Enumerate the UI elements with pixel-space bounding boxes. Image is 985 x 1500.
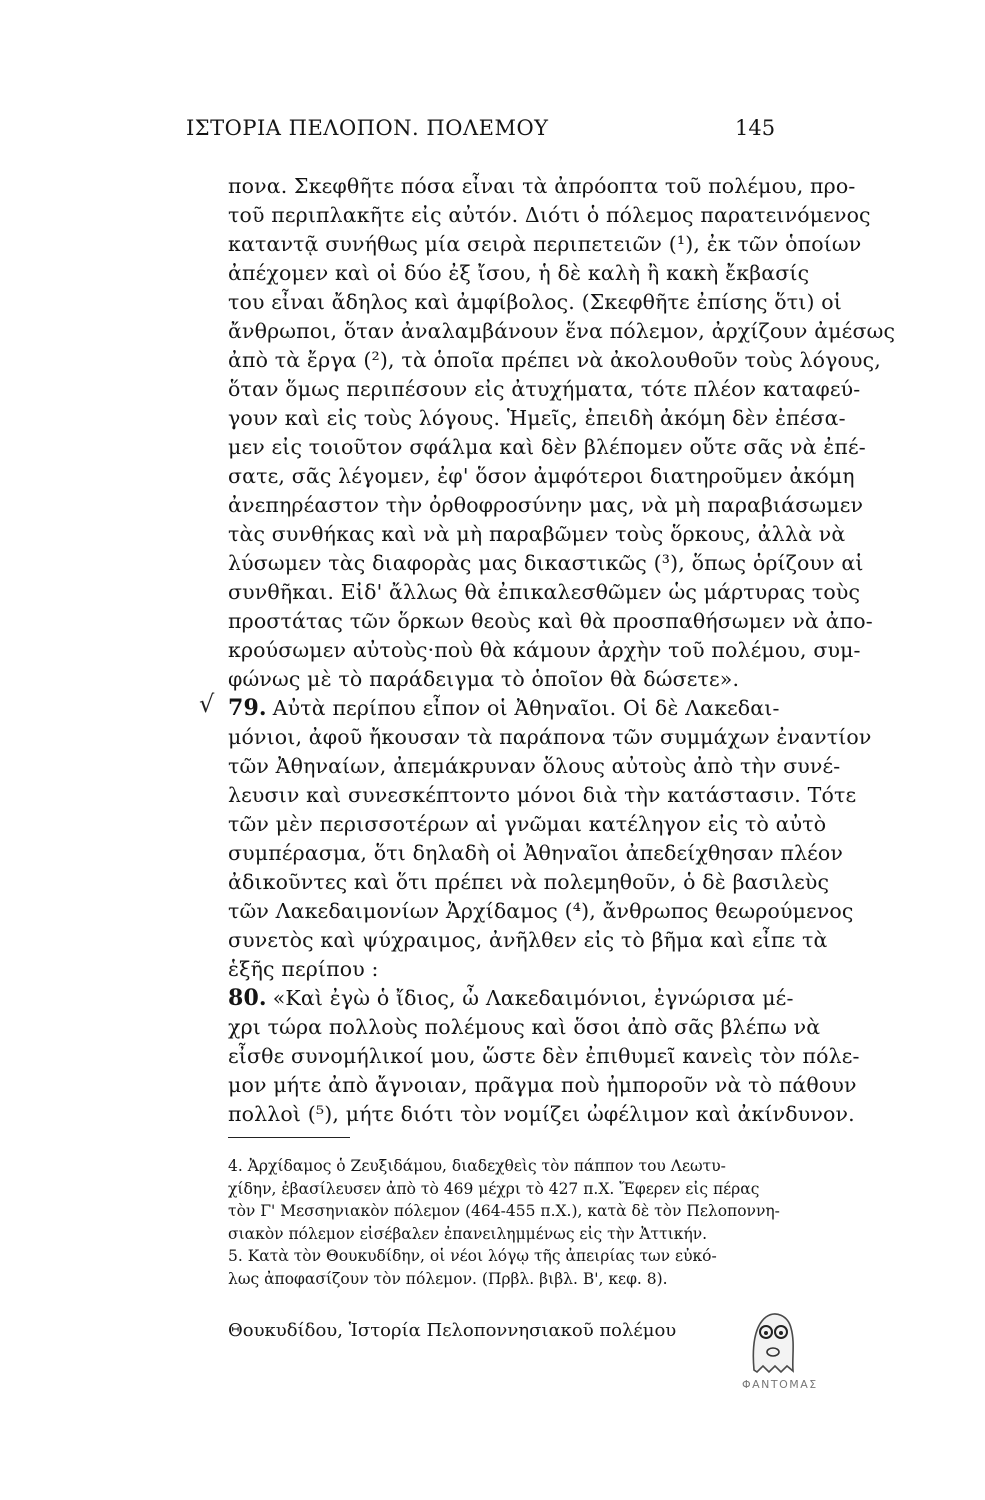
footnote-line: 4. Ἀρχίδαμος ὁ Ζευξιδάμου, διαδεχθεὶς τὸν πάππον του Λεωτυ- [228,1157,726,1175]
text-line: τῶν Λακεδαιμονίων Ἀρχίδαμος (⁴), ἄνθρωπος θεωρούμενος [228,899,854,923]
text-line: συνετὸς καὶ ψύχραιμος, ἀνῆλθεν εἰς τὸ βῆμα καὶ εἶπε τὰ [228,928,828,952]
text-line: λύσωμεν τὰς διαφορὰς μας δικαστικῶς (³), ὅπως ὁρίζουν αἱ [228,551,864,575]
text-line: ἀπέχομεν καὶ οἱ δύο ἐξ ἴσου, ἡ δὲ καλὴ ἢ κακὴ ἔκβασίς [228,261,810,285]
footnote-line: τὸν Γ' Μεσσηνιακὸν πόλεμον (464-455 π.Χ.), κατὰ δὲ τὸν Πελοποννη- [228,1202,780,1220]
text-line: μεν εἰς τοιοῦτον σφάλμα καὶ δὲν βλέπομεν οὔτε σᾶς νὰ ἐπέ- [228,435,866,459]
text-line: μόνιοι, ἀφοῦ ἤκουσαν τὰ παράπονα τῶν συμμάχων ἐναντίον [228,725,872,749]
text-line: καταντᾷ συνήθως μία σειρὰ περιπετειῶν (¹), ἐκ τῶν ὁποίων [228,232,862,256]
source-line: Θουκυδίδου, Ἱστορία Πελοποννησιακοῦ πολέμου [228,1320,677,1341]
text-line: ἀπὸ τὰ ἔργα (²), τὰ ὁποῖα πρέπει νὰ ἀκολουθοῦν τοὺς λόγους, [228,348,881,372]
text-line: ὅταν ὅμως περιπέσουν εἰς ἀτυχήματα, τότε πλέον καταφεύ- [228,377,861,401]
text-line: ἄνθρωποι, ὅταν ἀναλαμβάνουν ἕνα πόλεμον, ἀρχίζουν ἀμέσως [228,319,896,343]
text-line: λευσιν καὶ συνεσκέπτοντο μόνοι διὰ τὴν κατάστασιν. Τότε [228,783,857,807]
page-number: 145 [735,116,776,140]
section-number-79: 79. [228,695,267,721]
footnote-divider [228,1137,350,1138]
footnote-line: χίδην, ἐβασίλευσεν ἀπὸ τὸ 469 μέχρι τὸ 427 π.Χ. Ἔφερεν εἰς πέρας [228,1179,760,1198]
text-line: «Καὶ ἐγὼ ὁ ἴδιος, ὦ Λακεδαιμόνιοι, ἐγνώρισα μέ- [272,986,794,1010]
text-line: τῶν Ἀθηναίων, ἀπεμάκρυναν ὅλους αὐτοὺς ἀπὸ τὴν συνέ- [228,754,841,778]
section-79-line [228,694,780,723]
text-line: τὰς συνθήκας καὶ νὰ μὴ παραβῶμεν τοὺς ὅρκους, ἀλλὰ νὰ [228,522,846,546]
text-line: πολλοὶ (⁵), μήτε διότι τὸν νομίζει ὠφέλιμον καὶ ἀκίνδυνον. [228,1102,855,1126]
text-line: γουν καὶ εἰς τοὺς λόγους. Ἡμεῖς, ἐπειδὴ ἀκόμη δὲν ἐπέσα- [228,406,846,430]
text-line: συμπέρασμα, ὅτι δηλαδὴ οἱ Ἀθηναῖοι ἀπεδείχθησαν πλέον [228,841,844,865]
text-line: μον μήτε ἀπὸ ἄγνοιαν, πρᾶγμα ποὺ ἠμποροῦν νὰ τὸ πάθουν [228,1073,857,1097]
text-line: ἀδικοῦντες καὶ ὅτι πρέπει νὰ πολεμηθοῦν, ὁ δὲ βασιλεὺς [228,870,830,894]
text-line: τοῦ περιπλακῆτε εἰς αὐτόν. Διότι ὁ πόλεμος παρατεινόμενος [228,203,871,227]
ghost-stamp-icon [746,1308,796,1376]
text-line: χρι τώρα πολλοὺς πολέμους καὶ ὅσοι ἀπὸ σᾶς βλέπω νὰ [228,1015,821,1039]
stamp-signature: ΦΑΝΤΟΜΑΣ [742,1378,818,1391]
text-line: κρούσωμεν αὐτοὺς·ποὺ θὰ κάμουν ἀρχὴν τοῦ πολέμου, συμ- [228,638,861,662]
text-line: σατε, σᾶς λέγομεν, ἐφ' ὅσον ἀμφότεροι διατηροῦμεν ἀκόμη [228,464,855,488]
text-line: προστάτας τῶν ὅρκων θεοὺς καὶ θὰ προσπαθήσωμεν νὰ ἀπο- [228,609,873,633]
footnote-line: 5. Κατὰ τὸν Θουκυδίδην, οἱ νέοι λόγῳ τῆς ἀπειρίας των εὐκό- [228,1247,717,1265]
section-80-line [228,984,794,1013]
text-line: του εἶναι ἄδηλος καὶ ἀμφίβολος. (Σκεφθῆτε ἐπίσης ὅτι) οἱ [228,290,842,314]
text-line: ἀνεπηρέαστον τὴν ὀρθοφροσύνην μας, νὰ μὴ παραβιάσωμεν [228,493,864,517]
text-line: τῶν μὲν περισσοτέρων αἱ γνῶμαι κατέληγον εἰς τὸ αὐτὸ [228,812,827,836]
section-number-80: 80. [228,985,267,1011]
text-line: φώνως μὲ τὸ παράδειγμα τὸ ὁποῖον θὰ δώσετε». [228,667,740,691]
text-line: ἑξῆς περίπου : [228,957,379,981]
body-text [228,172,896,1129]
text-line: εἶσθε συνομήλικοί μου, ὥστε δὲν ἐπιθυμεῖ κανεὶς τὸν πόλε- [228,1044,860,1068]
text-line: πονα. Σκεφθῆτε πόσα εἶναι τὰ ἀπρόοπτα τοῦ πολέμου, προ- [228,174,856,198]
margin-check-mark: √ [199,690,215,718]
footnote-line: σιακὸν πόλεμον εἰσέβαλεν ἐπανειλημμένως εἰς τὴν Ἀττικήν. [228,1224,708,1243]
footnote-line: λως ἀποφασίζουν τὸν πόλεμον. (Πρβλ. βιβλ. Β', κεφ. 8). [228,1269,668,1288]
footnotes [228,1155,780,1290]
text-line: συνθῆκαι. Εἰδ' ἄλλως θὰ ἐπικαλεσθῶμεν ὡς μάρτυρας τοὺς [228,580,861,604]
text-line: Αὐτὰ περίπου εἶπον οἱ Ἀθηναῖοι. Οἱ δὲ Λακεδαι- [272,696,780,720]
running-head: ΙΣΤΟΡΙΑ ΠΕΛΟΠΟΝ. ΠΟΛΕΜΟΥ [186,116,549,140]
